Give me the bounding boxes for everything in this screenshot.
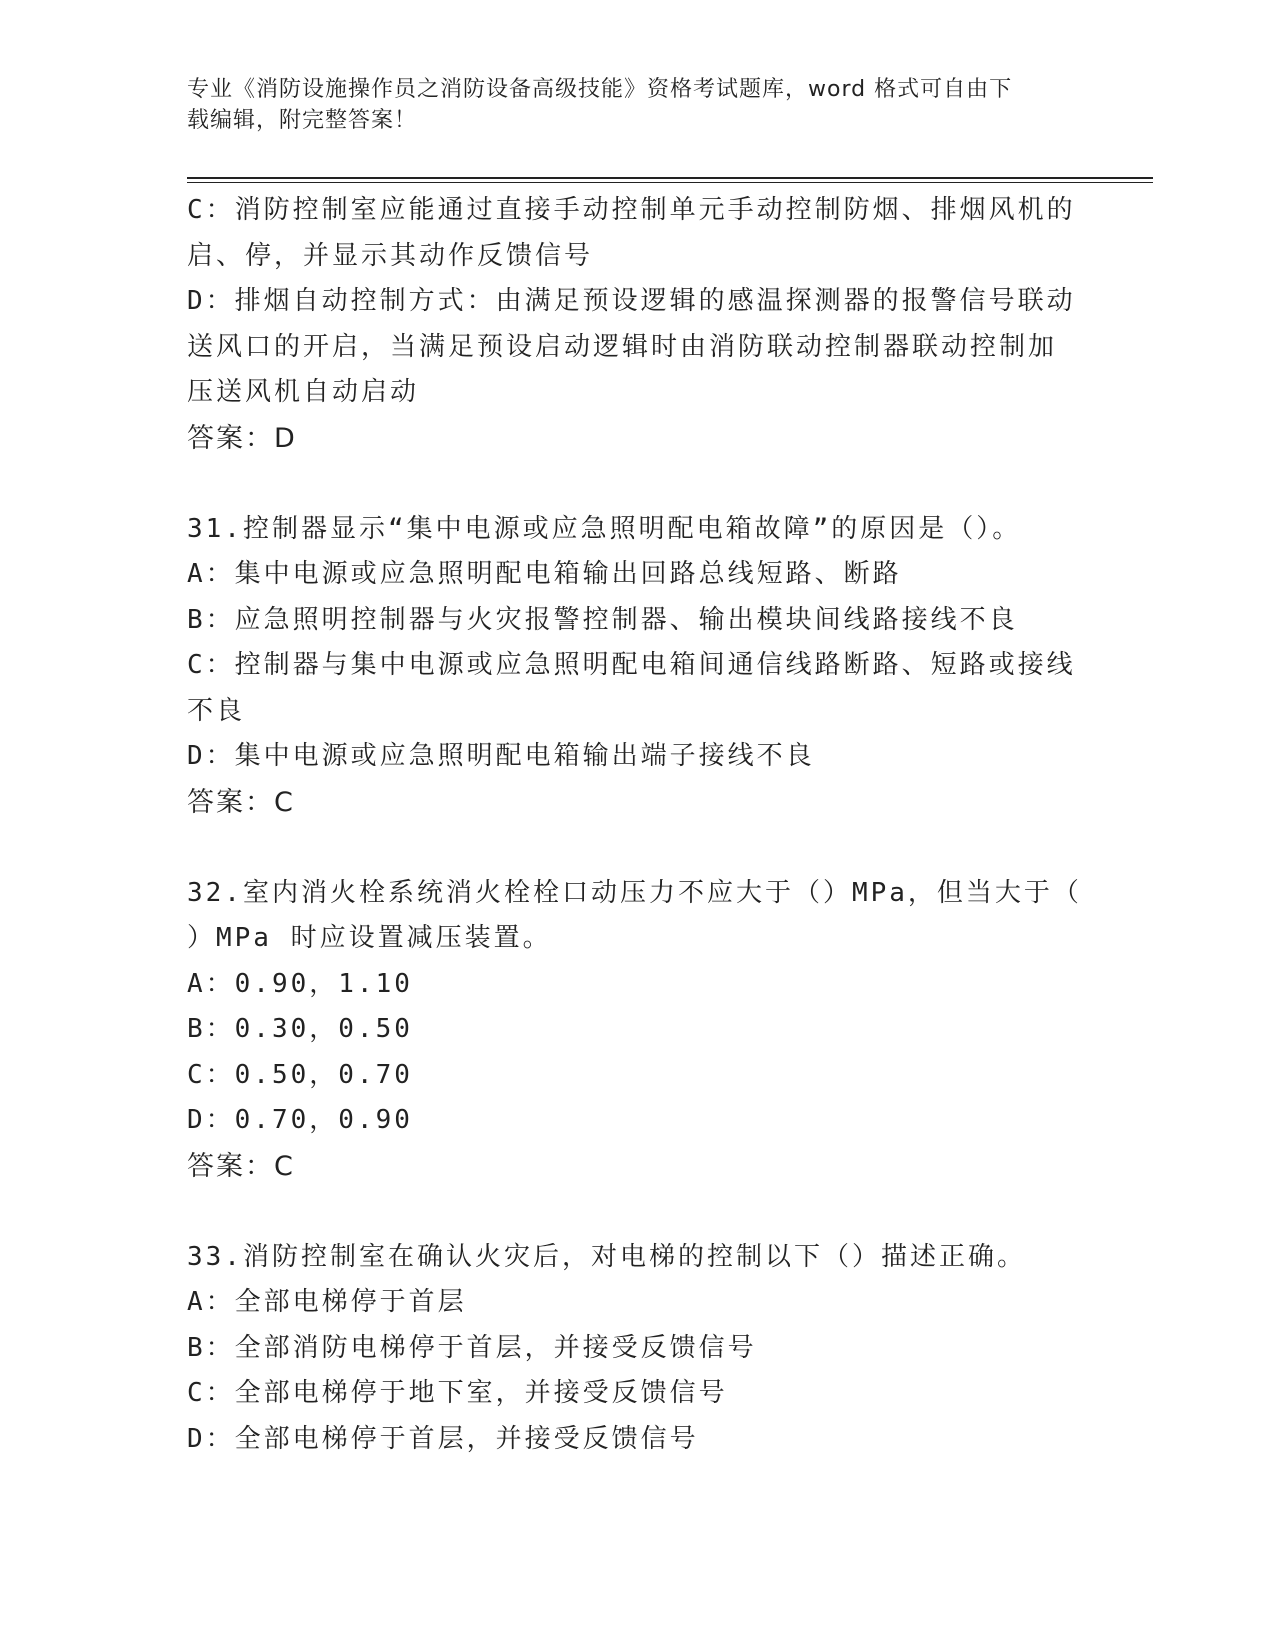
- option-a: A：全部电梯停于首层: [187, 1287, 467, 1317]
- continued-question: [187, 188, 1087, 461]
- question-32: [187, 871, 1087, 1190]
- option-d-line: 送风口的开启，当满足预设启动逻辑时由消防联动控制器联动控制加: [187, 331, 1058, 362]
- question-31: [187, 507, 1087, 826]
- question-stem: 32.室内消火栓系统消火栓栓口动压力不应大于（）MPa，但当大于（: [187, 877, 1082, 908]
- option-d: D：集中电源或应急照明配电箱输出端子接线不良: [187, 741, 815, 771]
- paragraph-gap: [187, 461, 1087, 507]
- document-body: [187, 188, 1087, 1462]
- option-a: A：0.90，1.10: [187, 968, 413, 999]
- header-line-2: 载编辑，附完整答案！: [187, 108, 418, 133]
- question-stem: 33.消防控制室在确认火灾后，对电梯的控制以下（）描述正确。: [187, 1241, 1026, 1272]
- paragraph-gap: [187, 825, 1087, 871]
- option-c-continuation: 不良: [187, 695, 246, 726]
- answer-line: 答案：D: [187, 422, 297, 454]
- question-stem-continuation: ）MPa 时应设置减压装置。: [187, 923, 552, 953]
- document-header: [187, 74, 1067, 136]
- option-c: C：全部电梯停于地下室，并接受反馈信号: [187, 1378, 728, 1408]
- header-divider-thick: [187, 177, 1153, 179]
- option-d: D：0.70，0.90: [187, 1105, 413, 1135]
- option-c: C：0.50，0.70: [187, 1059, 413, 1090]
- option-c-line: C：消防控制室应能通过直接手动控制单元手动控制防烟、排烟风机的: [187, 195, 1076, 225]
- option-c-line: 启、停，并显示其动作反馈信号: [187, 240, 594, 271]
- answer-line: 答案：C: [187, 1150, 295, 1182]
- option-b: B：0.30，0.50: [187, 1014, 413, 1044]
- option-d-line: D：排烟自动控制方式：由满足预设逻辑的感温探测器的报警信号联动: [187, 286, 1076, 316]
- question-stem: 31.控制器显示“集中电源或应急照明配电箱故障”的原因是（）。: [187, 513, 1022, 544]
- header-divider-thin: [187, 182, 1153, 183]
- option-d-line: 压送风机自动启动: [187, 377, 420, 407]
- question-33: [187, 1235, 1087, 1463]
- option-b: B：全部消防电梯停于首层，并接受反馈信号: [187, 1332, 757, 1363]
- paragraph-gap: [187, 1189, 1087, 1235]
- answer-line: 答案：C: [187, 786, 295, 818]
- option-b: B：应急照明控制器与火灾报警控制器、输出模块间线路接线不良: [187, 604, 1018, 635]
- option-d: D：全部电梯停于首层，并接受反馈信号: [187, 1423, 699, 1454]
- option-a: A：集中电源或应急照明配电箱输出回路总线短路、断路: [187, 559, 902, 589]
- option-c: C：控制器与集中电源或应急照明配电箱间通信线路断路、短路或接线: [187, 650, 1076, 680]
- header-line-1: 专业《消防设施操作员之消防设备高级技能》资格考试题库，word 格式可自由下: [187, 77, 1013, 102]
